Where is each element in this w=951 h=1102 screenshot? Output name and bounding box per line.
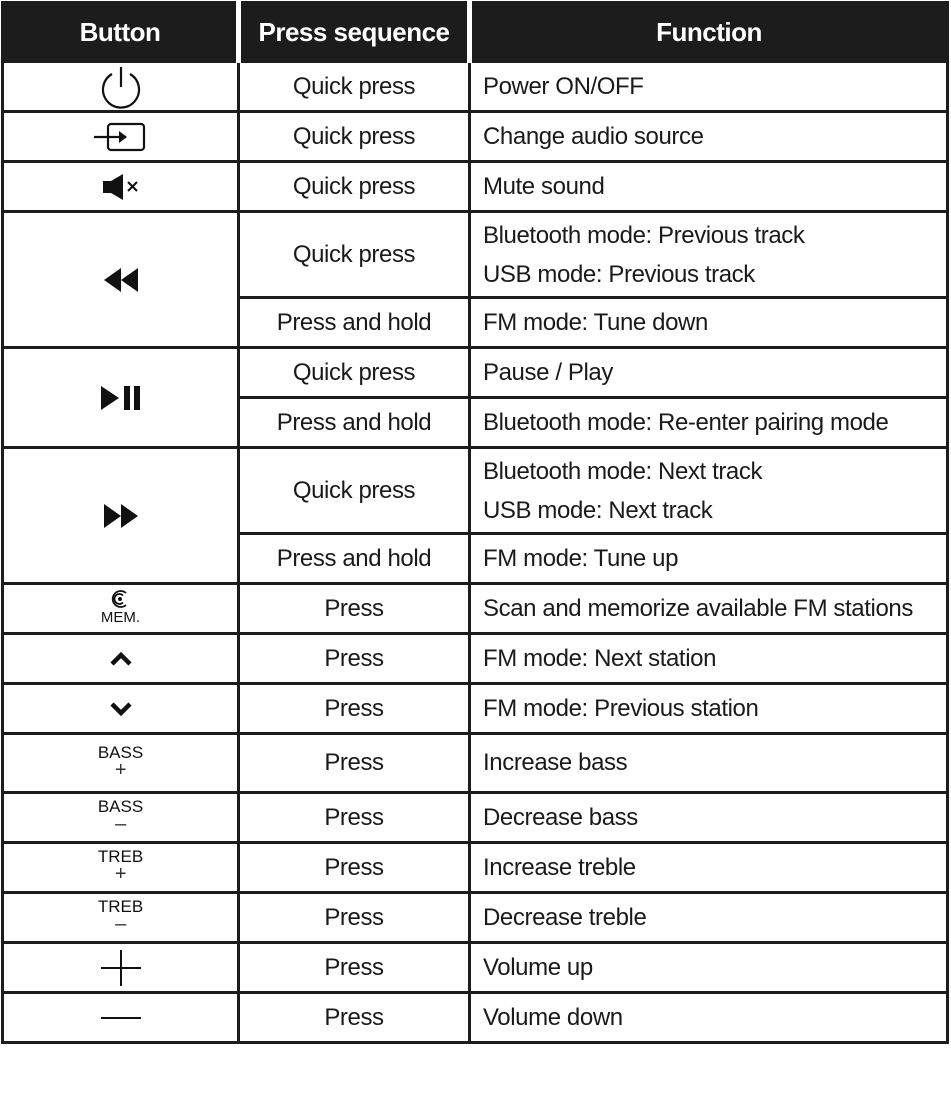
- button-cell: [3, 893, 239, 943]
- chevron-up-icon: [108, 649, 134, 669]
- function-cell: Change audio source: [470, 112, 948, 162]
- button-cell: [3, 348, 239, 448]
- table-row: [3, 348, 948, 398]
- table-row: [3, 448, 948, 534]
- sequence-cell: Press: [239, 993, 470, 1043]
- sequence-cell: Press and hold: [239, 298, 470, 348]
- button-cell: [3, 734, 239, 793]
- sequence-cell: Press and hold: [239, 534, 470, 584]
- table-row: [3, 793, 948, 843]
- button-cell: [3, 684, 239, 734]
- function-cell: Increase bass: [470, 734, 948, 793]
- button-cell: [3, 112, 239, 162]
- function-cell: Decrease treble: [470, 893, 948, 943]
- next-icon: [101, 501, 141, 531]
- table-row: [3, 734, 948, 793]
- function-cell: Mute sound: [470, 162, 948, 212]
- volume-up-icon: [99, 948, 143, 988]
- sequence-cell: Quick press: [239, 448, 470, 534]
- function-line: USB mode: Previous track: [483, 260, 755, 288]
- sequence-cell: Quick press: [239, 212, 470, 298]
- table-row: [3, 843, 948, 893]
- sequence-cell: Quick press: [239, 112, 470, 162]
- function-cell: FM mode: Tune up: [470, 534, 948, 584]
- button-cell: [3, 943, 239, 993]
- mute-icon: [99, 172, 143, 202]
- button-cell: [3, 793, 239, 843]
- memory-icon: [101, 589, 140, 625]
- sequence-cell: Quick press: [239, 162, 470, 212]
- sequence-cell: Quick press: [239, 62, 470, 112]
- header-row: [3, 3, 948, 62]
- function-cell: Bluetooth mode: Re-enter pairing mode: [470, 398, 948, 448]
- bass-plus-icon: [98, 744, 143, 780]
- sequence-cell: Press: [239, 584, 470, 634]
- memory-label: MEM.: [100, 608, 141, 626]
- table-row: [3, 684, 948, 734]
- treble-plus-icon: [98, 848, 143, 884]
- function-cell: FM mode: Previous station: [470, 684, 948, 734]
- table-row: [3, 634, 948, 684]
- sequence-cell: Press: [239, 684, 470, 734]
- table-row: [3, 112, 948, 162]
- minus-sign: –: [115, 813, 126, 835]
- scan-icon: [110, 589, 130, 609]
- button-cell: [3, 62, 239, 112]
- table-row: [3, 162, 948, 212]
- button-function-table: [1, 1, 949, 1044]
- button-cell: [3, 634, 239, 684]
- sequence-cell: Press: [239, 893, 470, 943]
- function-line: Bluetooth mode: Next track: [483, 457, 763, 485]
- header-press-sequence: Press sequence: [239, 3, 470, 62]
- table-row: [3, 62, 948, 112]
- button-cell: [3, 993, 239, 1043]
- function-cell: Power ON/OFF: [470, 62, 948, 112]
- function-cell: Volume up: [470, 943, 948, 993]
- table-row: [3, 943, 948, 993]
- sequence-cell: Press: [239, 734, 470, 793]
- treble-label: TREB: [97, 897, 144, 916]
- sequence-cell: Press: [239, 634, 470, 684]
- header-function: Function: [470, 3, 948, 62]
- function-cell: Decrease bass: [470, 793, 948, 843]
- function-cell: Scan and memorize available FM stations: [470, 584, 948, 634]
- bass-label: BASS: [97, 742, 144, 762]
- button-cell: [3, 584, 239, 634]
- function-cell: [470, 212, 948, 298]
- button-cell: [3, 212, 239, 348]
- previous-icon: [101, 265, 141, 295]
- sequence-cell: Quick press: [239, 348, 470, 398]
- header-button: Button: [3, 3, 239, 62]
- table-row: [3, 993, 948, 1043]
- function-cell: Pause / Play: [470, 348, 948, 398]
- bass-minus-icon: [98, 798, 143, 834]
- function-line: USB mode: Next track: [483, 496, 713, 524]
- sequence-cell: Press: [239, 843, 470, 893]
- button-cell: [3, 448, 239, 584]
- function-cell: FM mode: Next station: [470, 634, 948, 684]
- function-cell: Volume down: [470, 993, 948, 1043]
- table-row: [3, 893, 948, 943]
- sequence-cell: Press: [239, 793, 470, 843]
- treble-label: TREB: [97, 847, 144, 866]
- source-icon: [92, 120, 150, 154]
- sequence-cell: Press and hold: [239, 398, 470, 448]
- table-row: [3, 212, 948, 298]
- function-line: Bluetooth mode: Previous track: [483, 221, 805, 249]
- button-cell: [3, 162, 239, 212]
- button-cell: [3, 843, 239, 893]
- plus-sign: +: [114, 758, 127, 781]
- function-cell: FM mode: Tune down: [470, 298, 948, 348]
- minus-sign: –: [115, 913, 126, 935]
- table-row: [3, 584, 948, 634]
- sequence-cell: Press: [239, 943, 470, 993]
- play-pause-icon: [98, 383, 144, 413]
- volume-down-icon: [99, 1008, 143, 1028]
- bass-label: BASS: [97, 797, 144, 816]
- plus-sign: +: [114, 863, 127, 885]
- chevron-down-icon: [108, 699, 134, 719]
- treble-minus-icon: [98, 898, 143, 934]
- power-icon: [98, 65, 144, 109]
- function-cell: [470, 448, 948, 534]
- function-cell: Increase treble: [470, 843, 948, 893]
